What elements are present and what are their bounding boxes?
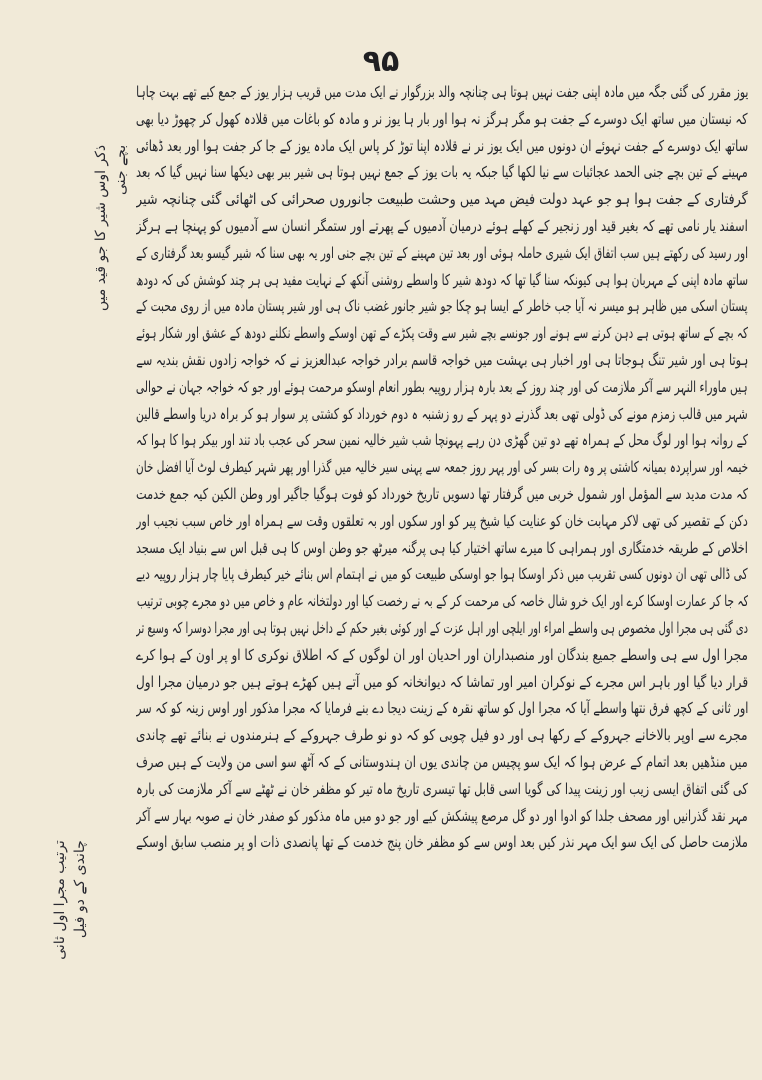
text-line-content: ساتھ مادہ اپنی کے مہربان ہوا ہی کیونکہ سنا گیا تھا کہ دودھ شیر کا واسطے روشنی آنکھ کے نہایت مفید ہی ہر چند کوشش کی کہ دودھ xyxy=(136,270,748,289)
text-line xyxy=(136,560,748,587)
text-line xyxy=(136,775,748,802)
text-line-content: ہیں ماوراء النہر سے آکر ملازمت کی اور چند روز کے بعد بارہ ہزار روپیہ بطور انعام اوسکو مرحمت ہوئے اور جو کہ خواجہ جہان نے حوالی xyxy=(136,377,748,396)
margin-note-bottom-line: ترتیب مجرا اول ثانی xyxy=(51,840,68,960)
text-line-content: خیمہ اور سراپردہ بمیانہ کاشتی پر وہ رات بسر کی اور پہر روز جمعہ سے پہنی سیر خالیہ میں گذرا اور پھر شہر کیطرف لوٹ آیا افضل خان xyxy=(136,458,748,477)
text-line-content: اسفند یار نامی تھے کہ بغیر قید اور زنجیر کے کھلے ہوئے درمیان آدمیوں کے پھرتے اور ستمگر انسان سے آدمیوں کو پہنچا ہے ہرگز xyxy=(136,216,748,235)
body-text xyxy=(136,78,748,1068)
text-line-content: کہ مدت مدید سے المؤمل اور شمول خربی میں گرفتار تھا دسویں تاریخ خورداد کو فوت ہوگیا جاگیر اور وطن الکین کیہ جمع خدمت xyxy=(136,484,748,503)
text-line xyxy=(136,721,748,748)
text-line-content: کی ڈالی تھی ان دونوں کسی تقریب میں ذکر اوسکا ہوا جو اوسکی طبیعت کو میں نے اہتمام اس بنائے خیر کیطرف پایا چار ہزار روپیہ دیے xyxy=(136,565,748,584)
text-line xyxy=(136,158,748,185)
text-line xyxy=(136,185,748,212)
text-line xyxy=(136,453,748,480)
text-line-content: ساتھ ایک دوسرے کے جفت نہوئے ان دونوں میں ایک یوز نر نے قلادہ اپنا توڑ کر پاس ایک مادہ یوز کے جا کر جفت ہوا اور بعد ڈھائی xyxy=(136,136,748,155)
text-line-content: پستان اسکی میں ظاہر ہو میسر نہ آیا جب خاطر کے ایسا ہو چکا جو شیر جانور غضب ناک ہی اور شیر پستان مادہ میں از روی محبت کے xyxy=(136,297,748,316)
text-line xyxy=(136,828,748,855)
text-line xyxy=(136,802,748,829)
text-line xyxy=(136,748,748,775)
text-line xyxy=(136,292,748,319)
text-line xyxy=(136,319,748,346)
text-line xyxy=(136,373,748,400)
margin-note-bottom xyxy=(50,840,90,960)
text-line-content: مہینے کے تین بچے جنی الحمد عجائبات سے نیا لکھا گیا جبکہ یہ بات یوز کے جمع نہیں ہوتا ہی شیر ببر بھی دیکھا سنا نہیں گیا کہ بعد xyxy=(136,163,748,182)
page-number: ۹۵ xyxy=(362,44,400,79)
text-line xyxy=(136,641,748,668)
text-line-content: دی گئی ہی مجرا اول مخصوص ہی واسطے امراء اور ایلچی اور اہل عزت کے اور کوئی بغیر حکم کے داخل نہیں ہوتا ہی اور مجرا دوسرا کہ وسیع تر xyxy=(136,618,748,637)
text-line xyxy=(136,132,748,159)
text-line xyxy=(136,480,748,507)
text-line-content: اور رسید کی رکھتے ہیں سب اتفاق ایک شیری حاملہ ہوئی اور بعد تین مہینے کے تین بچے جنی اور یہ بھی سنا کہ شیر گیسو بعد گرفتاری کے xyxy=(136,243,748,262)
margin-note-top-line: بچے جنی xyxy=(113,144,130,196)
text-line-content: دکن کے تقصیر کی تھی لاکر مہابت خان کو عنایت کیا شیخ پیر کو اور سکوں اور بہ تعلقوں وقت سے ہمراہ اور خاص سبب نجیب اور xyxy=(136,511,748,530)
text-line-content: مجرا اول سے ہی واسطے جمیع بندگان اور منصبداران اور احدیان اور ان لوگوں کے کہ اطلاق نوکری کا او پر اون کے ہوا کرے xyxy=(136,645,748,664)
text-line-content: کہ جا کر عمارت اوسکا کرے اور ایک خرو شال خاصہ کی مرحمت کر کے بہ نے رخصت کیا اور دولتخانہ عام و خاص میں دو مجرے چوبی ترتیب xyxy=(136,592,748,611)
text-line-content: مہر نقد گذرانیں اور مصحف جلدا کو ادوا اور دو گل مرصع پیشکش کیے اور جو دو میں ماہ مذکور کو صفدر خان نے صوبہ بہار سے آکر xyxy=(136,806,748,825)
text-line xyxy=(136,266,748,293)
text-line xyxy=(136,534,748,561)
margin-note-top xyxy=(91,145,131,311)
text-line xyxy=(136,212,748,239)
text-line-content: میں منڈھیں بعد اتمام کے عرض ہوا کہ ایک سو پچیس من چاندی یوں ان ہندوستانی کے کہ آٹھ سو اسی من ولایت کے ہیں صرف xyxy=(136,752,748,771)
text-line-content: مجرے سے اوپر بالاخانے جہروکے کے رکھا ہی اور دو فیل چوبی کو کہ دو نو طرف جہروکے کے ہنرمندوں نے بنائے تھے چاندی xyxy=(136,726,748,745)
text-line-content: گرفتاری کے جفت ہوا ہو جو عہد دولت فیض مہد میں وحشت طبیعت جانوروں صحرائی کی اٹھائی گئی چنانچہ شیر xyxy=(136,190,748,209)
margin-note-top-line: ذکر اوس شیر کا جو قید میں xyxy=(93,144,110,312)
text-line xyxy=(136,614,748,641)
text-line xyxy=(136,668,748,695)
text-line-content: قرار دیا گیا اور باہر اس مجرے کے نوکران امیر اور تماشا کہ دیوانخانہ کو میں آتے ہیں کھڑے ہوتے ہیں جو درمیان مجرا اول xyxy=(136,672,748,691)
text-line xyxy=(136,587,748,614)
text-line-content: کی گئی اتفاق ایسی زیب اور زینت پیدا کی گویا اسی قابل تھا تیسری تاریخ ماہ تیر کو مظفر خان نے ٹھٹے سے آکر ملازمت کی بارہ xyxy=(136,779,748,798)
text-line xyxy=(136,426,748,453)
text-line xyxy=(136,239,748,266)
text-line-content: کے روانہ ہوا اور لوگ محل کے ہمراہ تھے دو تین گھڑی دن رہے پہونچا شب شیر خالیہ نمین سحر کی عجب باد تند اور بیکر ہوا کا ہوا کہ xyxy=(136,431,748,450)
text-line-content: یوز مقرر کی گئی جگہ میں مادہ اپنی جفت نہیں ہوتا ہی چنانچہ والد بزرگوار نے ایک مدت میں قریب ہزار یوز کے جمع کیے تھے بہت چاہا xyxy=(136,83,748,101)
text-line-content: شہر میں قالب زمزم مونے کی ڈولی تھی بعد گذرنے دو پہر کے رو زشنبہ ہ دوم خورداد کو کشتی پر سوار ہو کر براہ دریا واسطے قالین xyxy=(136,404,748,423)
text-line xyxy=(136,346,748,373)
text-line-content: ہوتا ہی اور شیر تنگ ہوجاتا ہی اور اخبار ہی بہشت میں خواجہ قاسم برادر خواجہ عبدالعزیز نے کہ خواجہ زادوں نقش بندیہ سے xyxy=(136,350,748,369)
text-line-content: کہ نیستان میں ساتھ ایک دوسرے کے جفت ہو مگر ہرگز نہ ہوا اور بار ہا یوز نر و مادہ کو باغات میں قلادہ کھول کر چھوڑ دیا بھی xyxy=(136,109,748,128)
text-line-content: ملازمت حاصل کی ایک سو ایک مہر نذر کیں بعد اوس سے کو مظفر خان پنج خدمت کے تھا پانصدی ذات او پر منصب سابق اوسکے xyxy=(136,833,748,852)
text-line-content: کہ بچے کے ساتھ ہوتی ہے دہن کرنے سے ہونے اور جونسے بچے شیر سے وقت پکڑے کے تھن اوسکے واسطے نکلنے دودھ کے عشق اور شکار ہوئے xyxy=(136,324,748,343)
text-line xyxy=(136,78,748,105)
text-line-content: اخلاص کے طریقہ خدمتگاری اور ہمراہی کا میرے ساتھ اختیار کیا ہی پرگنہ میرٹھ جو وطن اوس کا ہی قبل اس سے بنیاد ایک مسجد xyxy=(136,538,748,557)
text-line xyxy=(136,507,748,534)
margin-note-bottom-line: چاندی کے دو فیل xyxy=(71,840,88,939)
text-line xyxy=(136,694,748,721)
text-line xyxy=(136,105,748,132)
text-line xyxy=(136,400,748,427)
text-line-content: اور ثانی کے کچھ فرق نتھا واسطے آیا کہ مجرا اول کو ساتھ نقرہ کے زینت دیجا دے بنے فرمایا کہ مجرا مذکور اور اوس زینہ کو کہ سر xyxy=(136,699,748,718)
